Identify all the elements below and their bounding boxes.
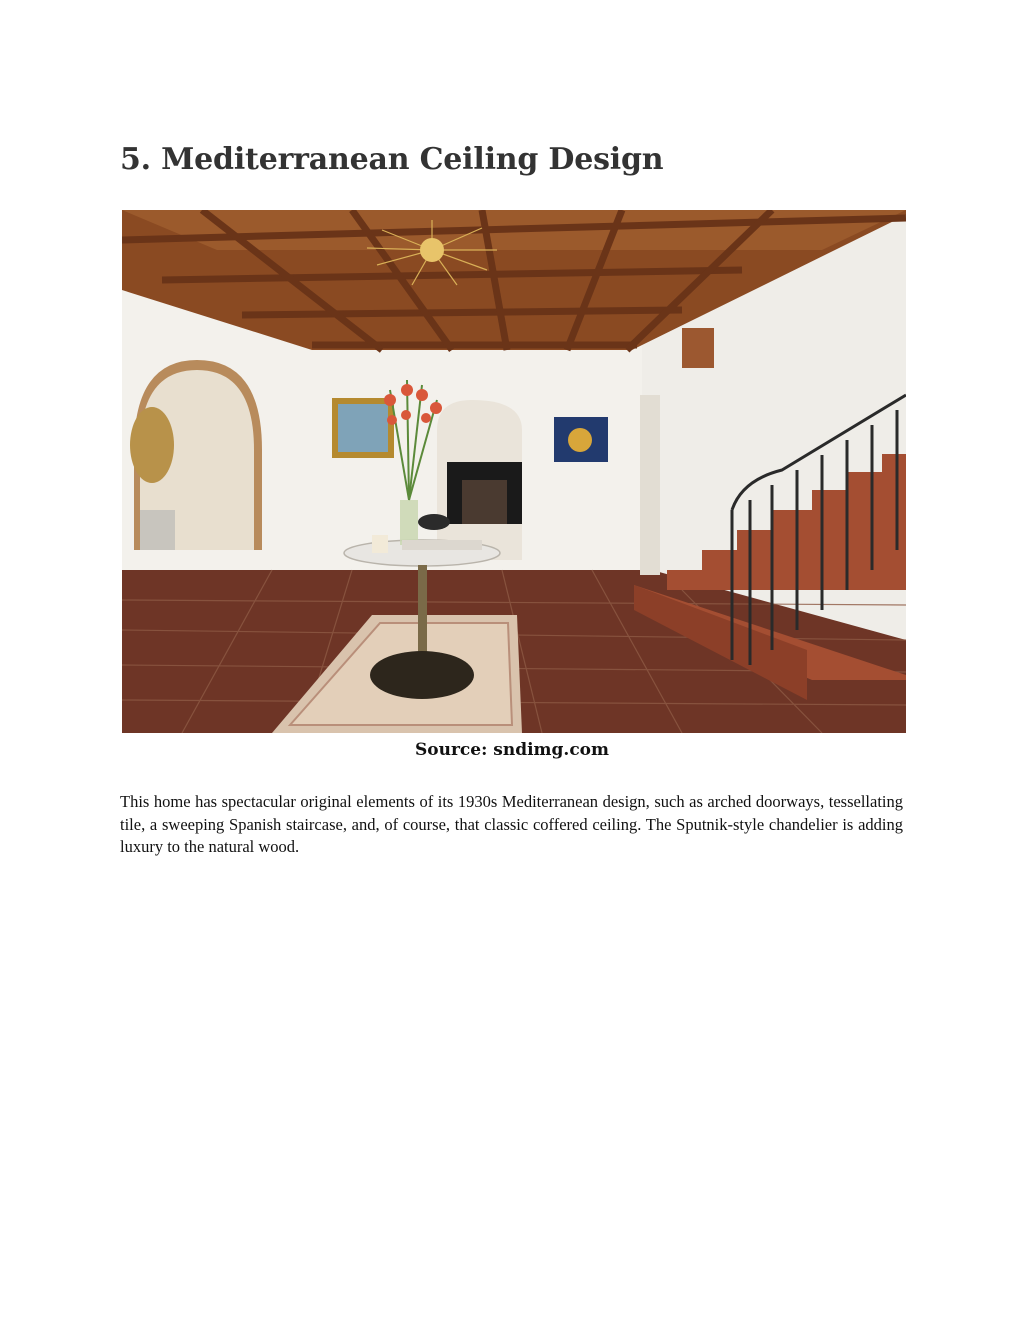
image-source-caption: Source: sndimg.com (414, 740, 610, 760)
section-heading: 5. Mediterranean Ceiling Design (120, 142, 664, 177)
article-paragraph: This home has spectacular original elements of its 1930s Mediterranean design, such as arched doorways, tessellating tile, a sweeping Spanish staircase, and, of course, that classic coffered ceiling. The Sputnik-style chandelier is adding luxury to the natural wood. (120, 792, 903, 856)
interior-photo (122, 210, 906, 733)
